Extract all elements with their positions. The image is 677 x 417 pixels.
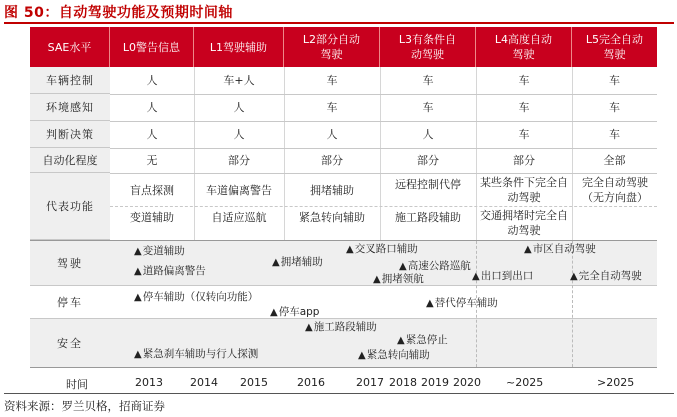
event-intersection: ▲交叉路口辅助: [346, 243, 418, 255]
label-driving: 驾驶: [57, 256, 83, 270]
cell: 部分: [513, 154, 535, 167]
cell: 车: [609, 74, 620, 87]
event-lane-change: ▲变道辅助: [134, 245, 185, 257]
cell: 车: [518, 101, 530, 114]
triangle-marker-icon: ▲: [305, 322, 313, 333]
year-label: 2019: [421, 376, 449, 389]
time-label: 时间: [66, 378, 88, 391]
event-emergency-brake: ▲紧急刹车辅助与行人探测: [134, 348, 259, 360]
label-parking: 停车: [57, 295, 83, 309]
triangle-marker-icon: ▲: [570, 271, 578, 282]
cell: 人: [146, 101, 158, 114]
band-parking: [30, 286, 657, 318]
row-label-vehicle-control: 车辆控制: [30, 67, 110, 94]
event-construction-assist: ▲施工路段辅助: [305, 321, 377, 333]
figure-title: 图 50：自动驾驶功能及预期时间轴: [4, 5, 233, 21]
triangle-marker-icon: ▲: [134, 266, 142, 277]
year-label: 2013: [135, 376, 163, 389]
cell: 全部: [603, 154, 626, 167]
year-label: >2025: [597, 376, 635, 389]
cell: 车+人: [223, 74, 255, 87]
header-l3: L3有条件自动驾驶: [380, 27, 476, 67]
year-label: 2020: [453, 376, 481, 389]
cell: 无: [146, 154, 158, 167]
source-note: 资料来源：罗兰贝格，招商证券: [4, 399, 165, 413]
cell: 车: [422, 101, 434, 114]
event-valet-parking: ▲替代停车辅助: [426, 297, 498, 309]
triangle-marker-icon: ▲: [134, 246, 142, 257]
triangle-marker-icon: ▲: [426, 298, 434, 309]
cell: 人: [146, 128, 158, 141]
cell: 车: [609, 101, 620, 114]
row-label-perception: 环境感知: [30, 94, 110, 121]
triangle-marker-icon: ▲: [399, 261, 407, 272]
event-congestion-pilot: ▲拥堵领航: [373, 273, 424, 285]
cell: 远程控制代停: [395, 177, 461, 191]
bottom-rule: [4, 393, 674, 394]
event-lane-departure: ▲道路偏离警告: [134, 265, 206, 277]
header-l4: L4高度自动驾驶: [476, 27, 572, 67]
row-label-features: 代表功能: [30, 173, 110, 240]
triangle-marker-icon: ▲: [272, 257, 280, 268]
event-urban-driving: ▲市区自动驾驶: [524, 243, 596, 255]
label-safety: 安全: [57, 336, 83, 350]
cell: 部分: [228, 154, 250, 167]
cell: 自适应巡航: [211, 210, 267, 224]
cell: 人: [146, 74, 158, 87]
cell: 完全自动驾驶（无方向盘）: [582, 176, 648, 204]
triangle-marker-icon: ▲: [134, 349, 142, 360]
year-label: 2014: [190, 376, 218, 389]
year-label: 2017: [356, 376, 384, 389]
event-full-autonomy: ▲完全自动驾驶: [570, 270, 642, 282]
cell: 车: [518, 74, 530, 87]
header-l1: L1驾驶辅助: [194, 27, 284, 67]
triangle-marker-icon: ▲: [134, 292, 142, 303]
cell: 车: [609, 128, 620, 141]
table-header: [30, 27, 657, 67]
cell: 车: [326, 74, 338, 87]
cell: 人: [326, 128, 338, 141]
event-emergency-stop: ▲紧急停止: [397, 334, 448, 346]
header-sae: SAE水平: [30, 27, 110, 67]
cell: 车道偏离警告: [206, 183, 272, 197]
header-l2: L2部分自动驾驶: [284, 27, 380, 67]
cell: 车: [518, 128, 530, 141]
triangle-marker-icon: ▲: [346, 244, 354, 255]
triangle-marker-icon: ▲: [472, 271, 480, 282]
year-separator: [572, 241, 573, 367]
cell: 部分: [417, 154, 439, 167]
row-label-automation: 自动化程度: [30, 148, 110, 173]
event-parking-assist: ▲停车辅助（仅转向功能）: [134, 291, 259, 303]
cell: 车: [326, 101, 338, 114]
triangle-marker-icon: ▲: [358, 350, 366, 361]
year-label: 2016: [297, 376, 325, 389]
triangle-marker-icon: ▲: [524, 244, 532, 255]
cell: 车: [422, 74, 434, 87]
cell: [572, 207, 657, 227]
header-l0: L0警告信息: [110, 27, 194, 67]
event-exit-to-exit: ▲出口到出口: [472, 270, 534, 282]
cell: 交通拥堵时完全自动驾驶: [480, 209, 568, 237]
event-highway-cruise: ▲高速公路巡航: [399, 260, 471, 272]
year-label: ~2025: [506, 376, 544, 389]
year-label: 2015: [240, 376, 268, 389]
cell: 施工路段辅助: [395, 210, 461, 224]
row-label-decision: 判断决策: [30, 121, 110, 148]
event-parking-app: ▲停车app: [270, 306, 320, 318]
header-l5: L5完全自动驾驶: [585, 33, 644, 61]
cell: 某些条件下完全自动驾驶: [480, 176, 568, 204]
event-emergency-steer: ▲紧急转向辅助: [358, 349, 430, 361]
year-label: 2018: [389, 376, 417, 389]
cell: 人: [422, 128, 434, 141]
cell: 人: [233, 128, 245, 141]
cell: 盲点探测: [130, 183, 174, 197]
cell: 变道辅助: [130, 210, 174, 224]
triangle-marker-icon: ▲: [270, 307, 278, 318]
cell: 部分: [321, 154, 343, 167]
row-divider: [30, 367, 657, 368]
triangle-marker-icon: ▲: [397, 335, 405, 346]
title-rule: [4, 22, 674, 24]
cell: 拥堵辅助: [310, 183, 354, 197]
triangle-marker-icon: ▲: [373, 274, 381, 285]
cell: 人: [233, 101, 245, 114]
cell: 紧急转向辅助: [299, 210, 365, 224]
event-congestion-assist: ▲拥堵辅助: [272, 256, 323, 268]
